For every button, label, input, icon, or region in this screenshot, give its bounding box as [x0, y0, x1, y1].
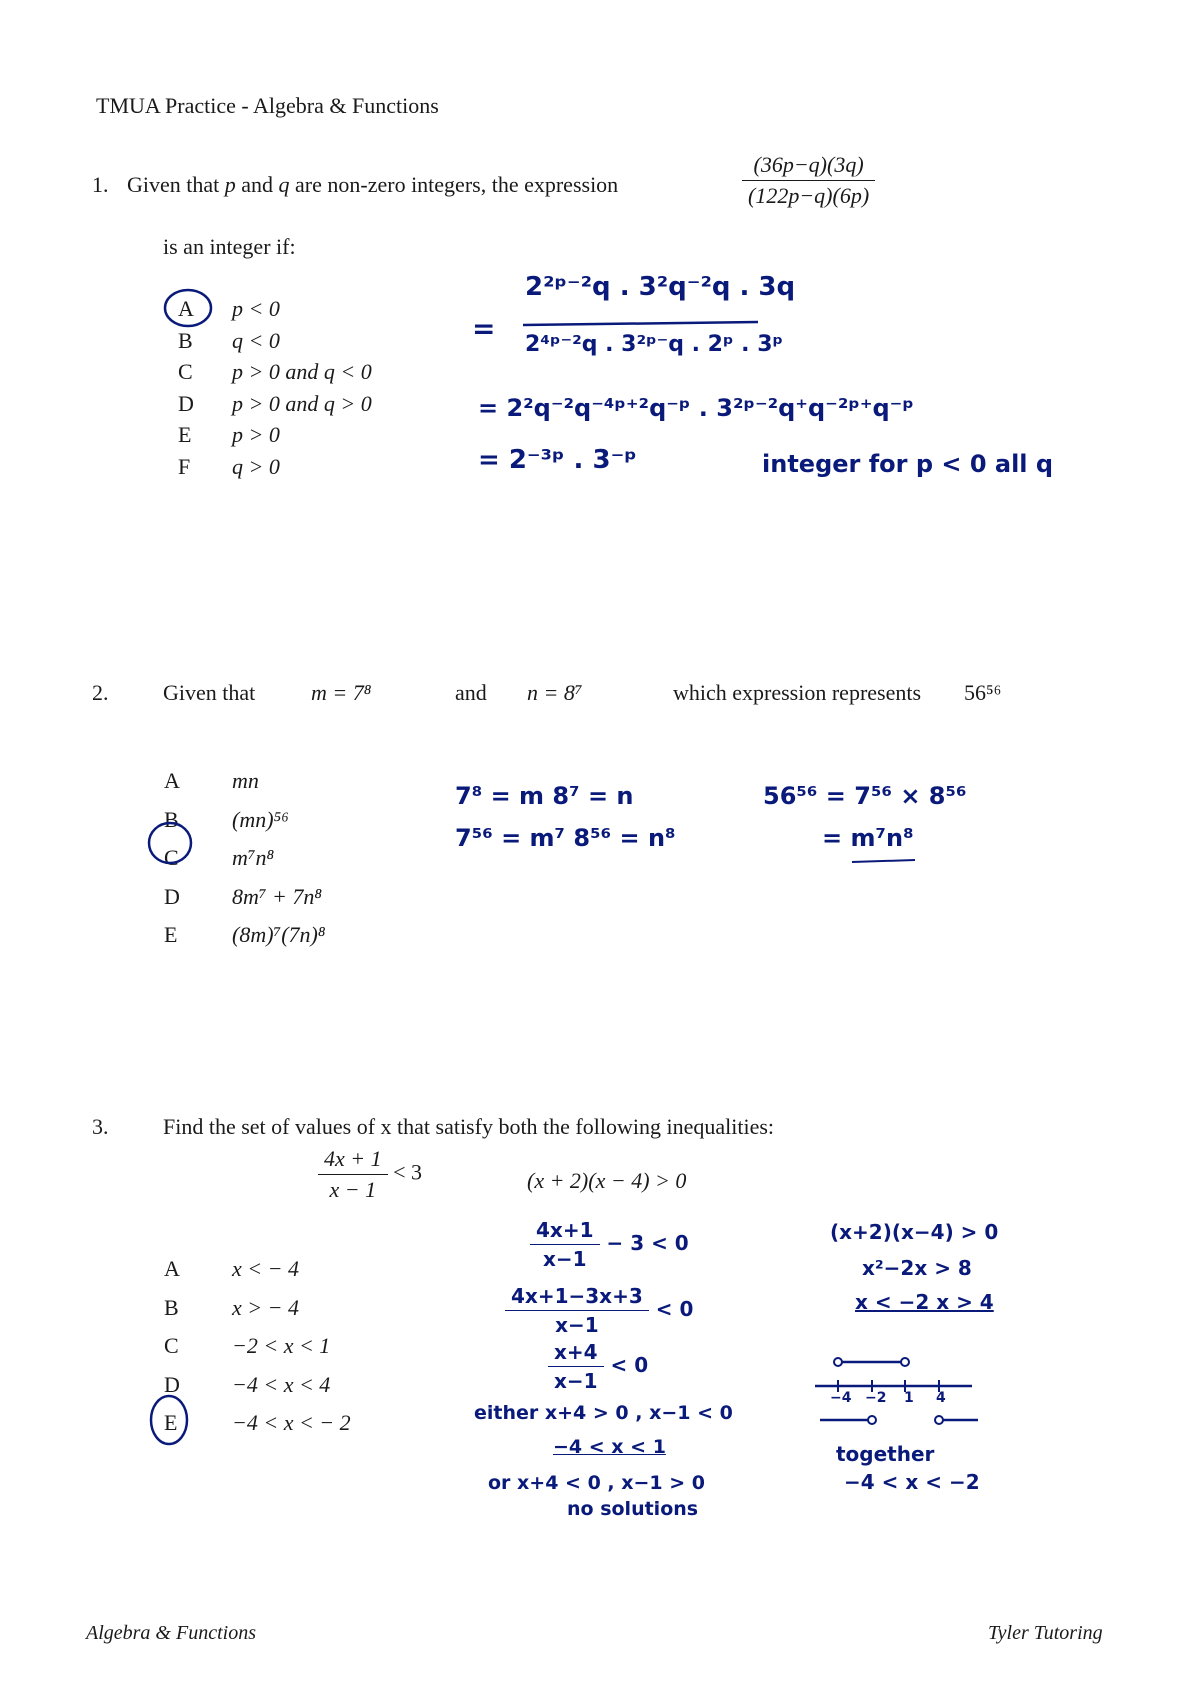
q3-work-step5: −4 < x < 1 [553, 1436, 666, 1458]
q2-work-b1: 56⁵⁶ = 7⁵⁶ × 8⁵⁶ [763, 782, 967, 810]
q3-options [164, 1250, 351, 1443]
q1-work-line2: = 2²q⁻²q⁻⁴ᵖ⁺²q⁻ᵖ . 3²ᵖ⁻²q⁺q⁻²ᵖ⁺q⁻ᵖ [478, 394, 914, 422]
q1-stem-tail: is an integer if: [163, 234, 296, 259]
q1-var-q: q [278, 172, 290, 197]
ray-open-point [935, 1416, 943, 1424]
q3-stem: Find the set of values of x that satisfy both the following inequalities: [163, 1114, 775, 1139]
q3-work-right-2: x²−2x > 8 [862, 1256, 972, 1280]
q3-option-a[interactable]: A x < − 4 [164, 1256, 299, 1281]
q3-work-step4: either x+4 > 0 , x−1 < 0 [474, 1402, 733, 1424]
q3-work-right-5: −4 < x < −2 [844, 1470, 980, 1494]
q1-option-d[interactable]: D p > 0 and q > 0 [178, 390, 372, 416]
q2-option-c[interactable]: C m⁷n⁸ [164, 845, 275, 870]
q1-work-fraction-bar [523, 322, 758, 325]
q3-work-step3: $\frac{x+4}{x-1}$ < 0 [548, 1340, 648, 1393]
page-title: TMUA Practice - Algebra & Functions [96, 93, 439, 118]
q1-option-b[interactable]: B q < 0 [178, 327, 280, 353]
q1-option-c[interactable]: C p > 0 and q < 0 [178, 359, 372, 384]
q3-work-step6: or x+4 < 0 , x−1 > 0 [488, 1472, 706, 1494]
q1-stem-a: Given that [127, 172, 220, 197]
q1-option-a[interactable]: A p < 0 [178, 296, 280, 321]
q2-work-a2: 7⁵⁶ = m⁷ 8⁵⁶ = n⁸ [455, 824, 676, 852]
q2-m-definition: m = 7⁸ [311, 680, 372, 705]
q2-stem-c: which expression represents [673, 680, 922, 705]
number-line-label: 1 [904, 1390, 914, 1406]
q3-inequality-2: (x + 2)(x − 4) > 0 [527, 1168, 687, 1193]
q1-work-line3: = 2⁻³ᵖ . 3⁻ᵖ [478, 445, 637, 475]
q3-option-d[interactable]: D −4 < x < 4 [164, 1371, 331, 1397]
q2-stem-a: Given that [163, 680, 256, 705]
footer-left: Algebra & Functions [86, 1622, 256, 1644]
q3-work-right-1: (x+2)(x−4) > 0 [830, 1220, 999, 1244]
q3-work-right-4: together [836, 1442, 935, 1466]
q2-number: 2. [92, 680, 109, 705]
ray-open-point [868, 1416, 876, 1424]
q1-work-line1-den: 2⁴ᵖ⁻²q . 3²ᵖ⁻q . 2ᵖ . 3ᵖ [525, 332, 784, 357]
q3-inequality-1 [318, 1146, 422, 1203]
q3-work-step7: no solutions [567, 1498, 699, 1520]
q2-n-definition: n = 8⁷ [527, 680, 583, 705]
interval-open-point [834, 1358, 842, 1366]
q3-work-step2: $\frac{4x+1-3x+3}{x-1}$ < 0 [505, 1284, 693, 1337]
q1-expression-numerator: (36p−q)(3q) [742, 152, 875, 181]
q1-work-equals: = [472, 312, 496, 345]
q3-inequality-1-numerator: 4x + 1 [318, 1146, 388, 1175]
q3-option-e[interactable]: E −4 < x < − 2 [164, 1410, 351, 1435]
q1-stem [127, 172, 618, 198]
q3-work-right-3: x < −2 x > 4 [855, 1290, 994, 1314]
q2-work-underline [852, 860, 915, 862]
q1-number: 1. [92, 172, 109, 197]
q2-work-a1: 7⁸ = m 8⁷ = n [455, 782, 634, 810]
q1-stem-b: and [241, 172, 274, 197]
q1-work-line1-num: 2²ᵖ⁻²q . 3²q⁻²q . 3q [525, 272, 796, 302]
q3-number: 3. [92, 1114, 109, 1139]
q3-option-c[interactable]: C −2 < x < 1 [164, 1333, 331, 1358]
q1-option-e[interactable]: E p > 0 [178, 422, 280, 447]
q2-target: 56⁵⁶ [964, 680, 1002, 705]
q3-work-step1: $\frac{4x+1}{x-1}$ − 3 < 0 [530, 1218, 689, 1271]
q2-work-b2: = m⁷n⁸ [822, 824, 914, 852]
q2-option-d[interactable]: D 8m⁷ + 7n⁸ [164, 883, 323, 909]
q1-work-conclusion: integer for p < 0 all q [762, 450, 1054, 478]
number-line-label: 4 [936, 1390, 946, 1406]
q3-inequality-1-rhs: < 3 [393, 1159, 423, 1185]
footer-right: Tyler Tutoring [988, 1622, 1103, 1644]
interval-open-point [901, 1358, 909, 1366]
q3-option-b[interactable]: B x > − 4 [164, 1294, 299, 1320]
q3-inequality-1-denominator: x − 1 [329, 1177, 377, 1202]
q2-option-e[interactable]: E (8m)⁷(7n)⁸ [164, 922, 326, 947]
q1-expression-denominator: (122p−q)(6p) [748, 183, 870, 208]
q2-option-a[interactable]: A mn [164, 768, 259, 793]
q1-expression [742, 152, 875, 209]
q1-stem-c: are non-zero integers, the expression [295, 172, 619, 197]
q2-stem-b: and [455, 680, 487, 705]
q1-options [178, 293, 372, 482]
q1-var-p: p [224, 172, 236, 197]
q2-options [164, 762, 326, 955]
number-line-label: −2 [865, 1390, 887, 1406]
q1-option-f[interactable]: F q > 0 [178, 453, 280, 479]
number-line-label: −4 [830, 1390, 852, 1406]
q2-option-b[interactable]: B (mn)⁵⁶ [164, 806, 289, 832]
